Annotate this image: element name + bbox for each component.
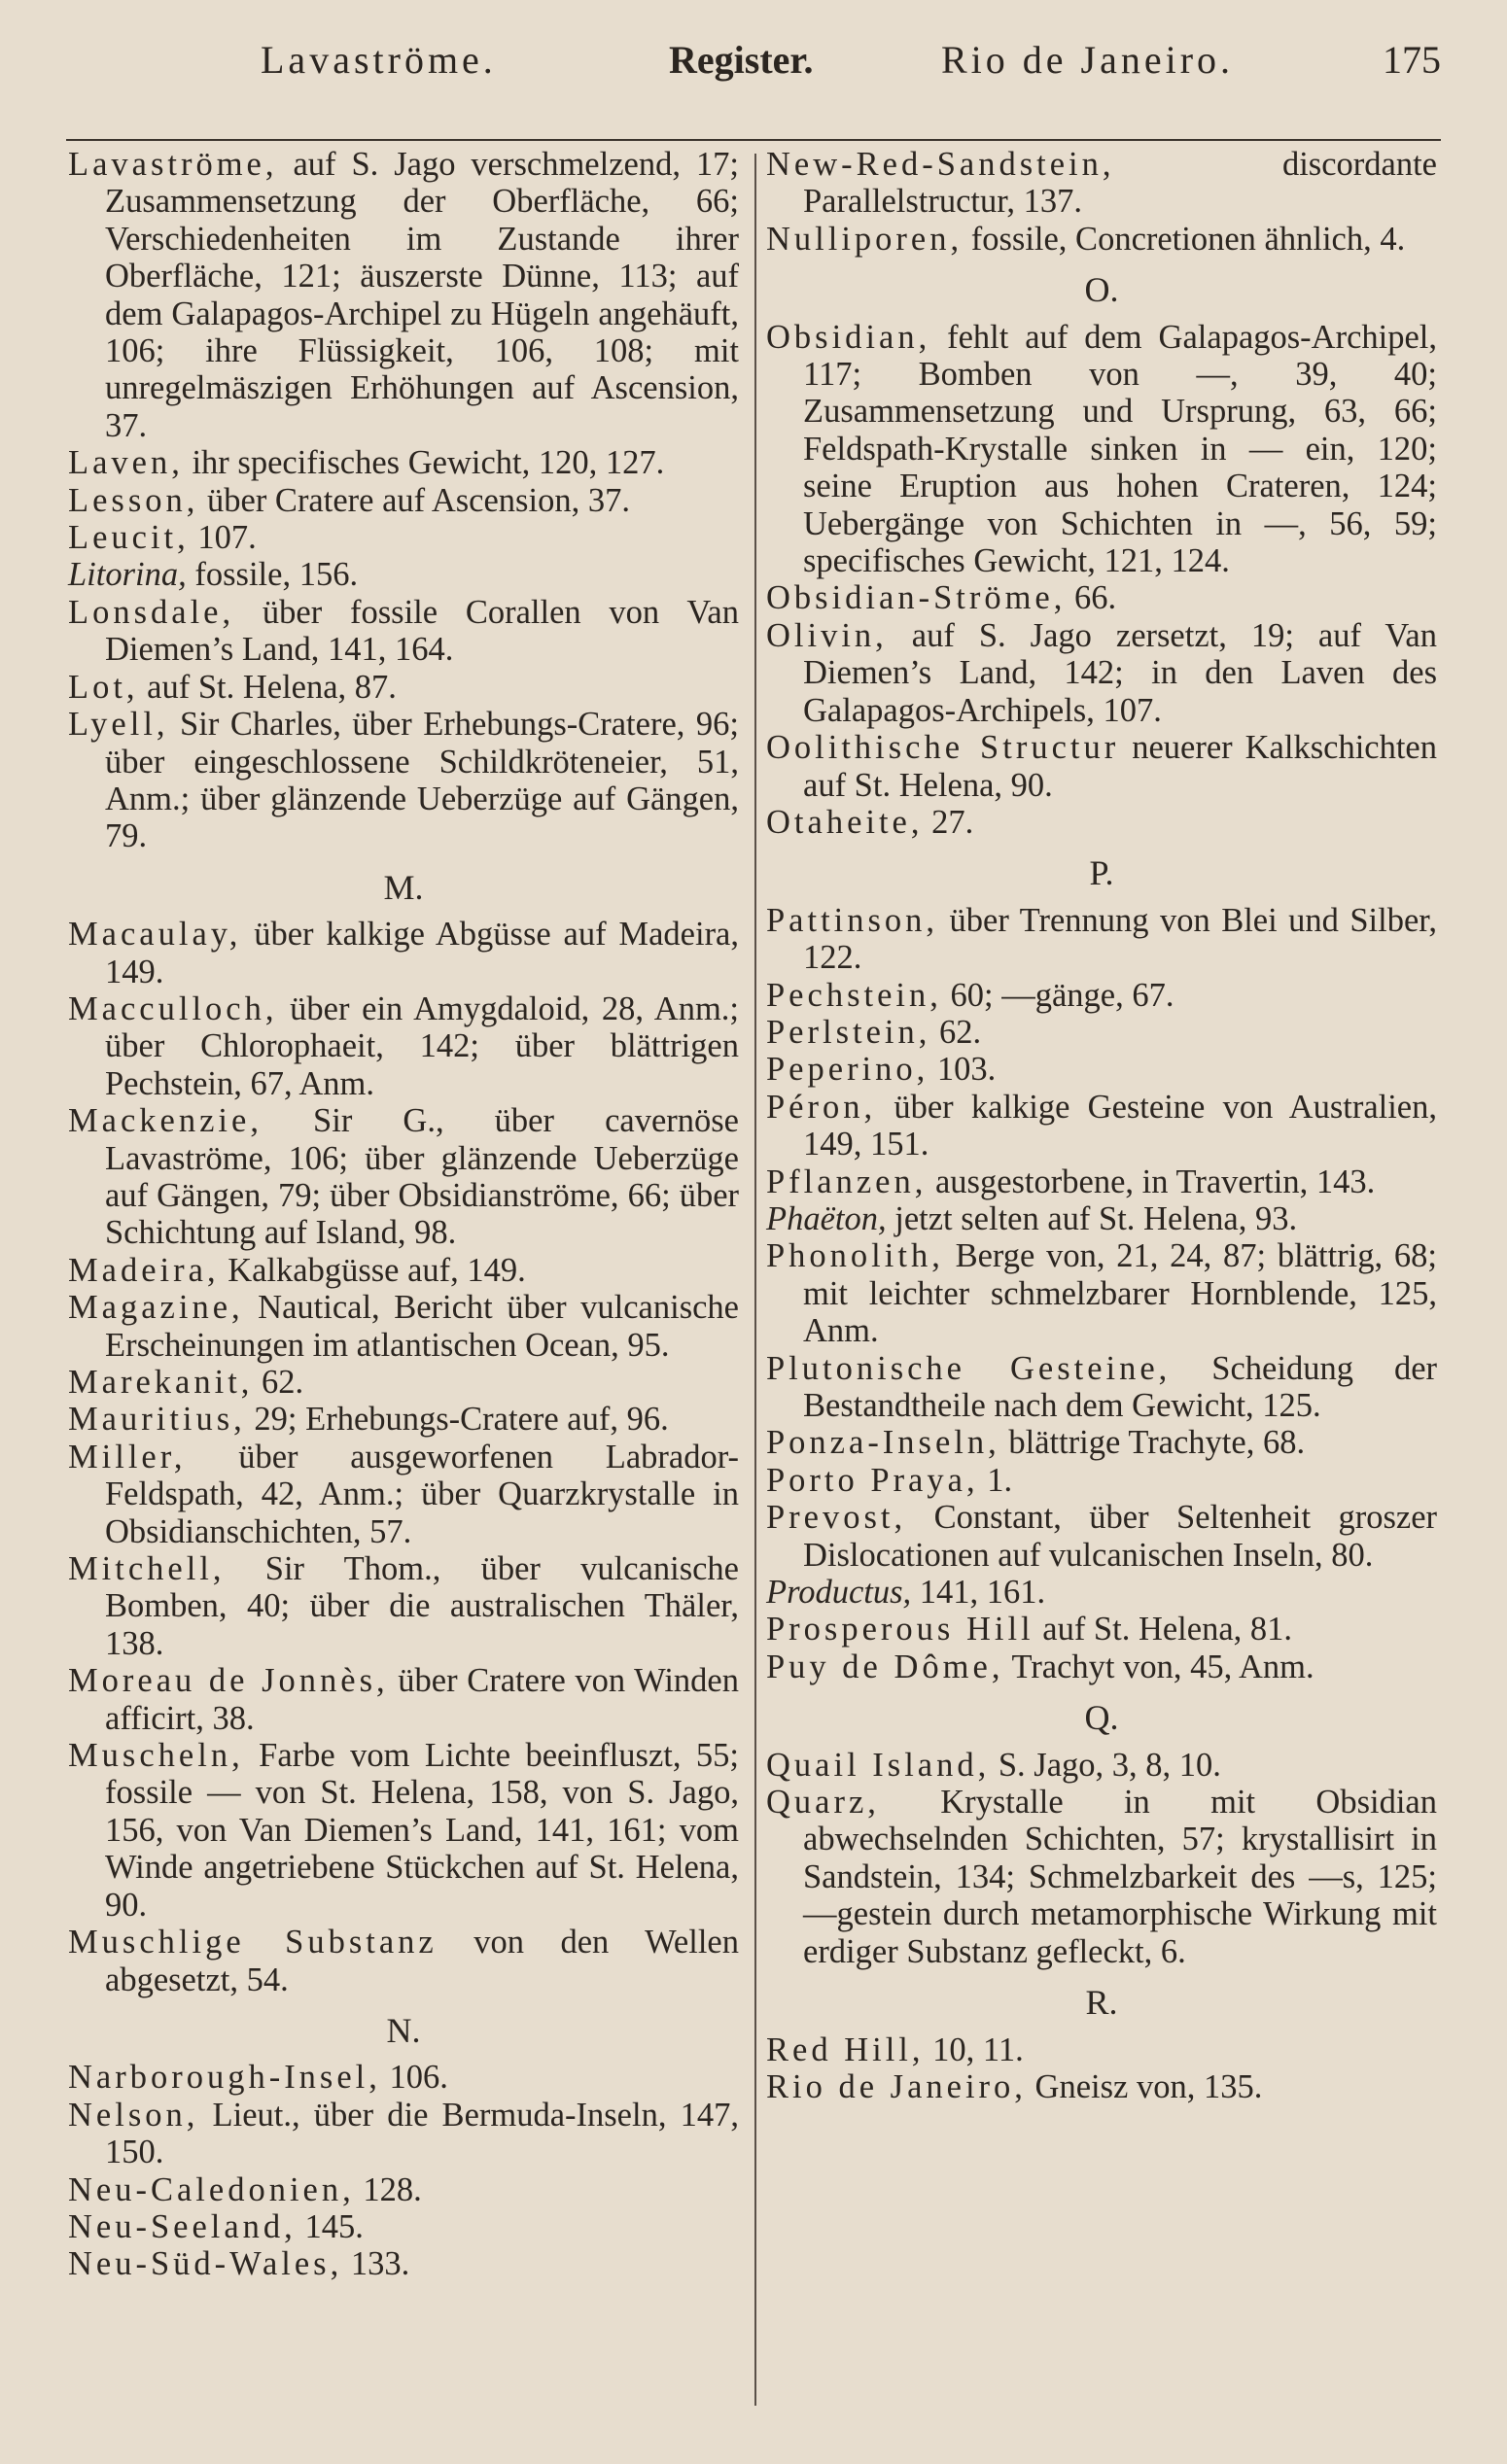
entry-text: Trachyt von, 45, Anm.	[1003, 1648, 1314, 1685]
entry-term: Mauritius,	[68, 1401, 246, 1439]
index-entry	[68, 1924, 739, 1998]
entry-text: über fossile Corallen von Van Diemen’s Land, 141, 164.	[105, 593, 739, 669]
entry-term: Prosperous Hill	[766, 1611, 1034, 1648]
entry-text: 133.	[342, 2245, 410, 2283]
index-entry	[68, 1439, 739, 1550]
index-entry	[766, 1784, 1437, 1970]
right-column	[766, 146, 1437, 2105]
entry-term: Ponza-Inseln,	[766, 1424, 1000, 1462]
index-entry	[766, 1574, 1437, 1611]
entry-term: Macaulay,	[68, 916, 242, 954]
entry-term: Muschlige Substanz	[68, 1924, 438, 1961]
entry-text: 10, 11.	[924, 2030, 1024, 2068]
page-number: 175	[1383, 38, 1441, 82]
entry-text: 29; Erhebungs-Cratere auf, 96.	[245, 1401, 669, 1439]
index-entry	[68, 990, 739, 1102]
entry-text: 145.	[296, 2207, 364, 2245]
index-entry	[68, 1289, 739, 1364]
index-entry	[68, 2097, 739, 2171]
index-entry	[68, 1737, 739, 1924]
index-entry	[766, 1424, 1437, 1461]
entry-term: Red Hill,	[766, 2030, 925, 2068]
index-entry	[68, 444, 739, 481]
index-entry	[68, 1550, 739, 1662]
entry-text: Scheidung der Bestandtheile nach dem Gewicht, 125.	[803, 1349, 1437, 1424]
entry-term: Prevost,	[766, 1499, 907, 1537]
entry-term: Lonsdale,	[68, 593, 235, 631]
entry-text: Kalkabgüsse auf, 149.	[219, 1251, 526, 1289]
entry-text: 62.	[253, 1364, 304, 1401]
section-heading: P.	[1089, 853, 1114, 893]
index-entry	[68, 2171, 739, 2208]
entry-text: Sir G., über cavernöse Lavaströme, 106; über glänzende Ueberzüge auf Gängen, 79; über Obsidianströme, 66; über Schichtung auf Island, 98.	[105, 1102, 739, 1252]
entry-term: Quarz,	[766, 1784, 880, 1822]
entry-text: 1.	[978, 1461, 1013, 1499]
entry-term: Perlstein,	[766, 1013, 931, 1051]
entry-text: Nautical, Bericht über vulcanische Erscheinungen im atlantischen Ocean, 95.	[105, 1289, 739, 1364]
entry-text: von den Wellen abgesetzt, 54.	[105, 1924, 739, 1998]
entry-text: Sir Thom., über vulcanische Bomben, 40; über die australischen Thäler, 138.	[105, 1550, 739, 1662]
entry-text: 128.	[354, 2170, 422, 2208]
entry-text: auf St. Helena, 87.	[138, 668, 397, 706]
entry-term: Pflanzen,	[766, 1163, 928, 1200]
index-entry	[68, 2059, 739, 2096]
entry-term: Mitchell,	[68, 1550, 226, 1588]
entry-text: 141, 161.	[911, 1574, 1046, 1612]
section-heading: N.	[386, 2010, 421, 2050]
entry-text: discordante Parallelstructur, 137.	[803, 146, 1437, 221]
entry-text: jetzt selten auf St. Helena, 93.	[886, 1199, 1298, 1237]
entry-text: neuerer Kalkschichten auf St. Helena, 90.	[803, 729, 1437, 804]
entry-term: Phaëton,	[766, 1199, 887, 1237]
entry-term: Neu-Caledonien,	[68, 2170, 355, 2208]
entry-text: ausgestorbene, in Travertin, 143.	[927, 1163, 1376, 1200]
index-entry	[766, 1350, 1437, 1425]
index-entry	[68, 594, 739, 669]
index-entry	[766, 146, 1437, 221]
index-entry	[68, 1662, 739, 1737]
entry-text: Lieut., über die Bermuda-Inseln, 147, 150.	[105, 2096, 739, 2171]
entry-text: 103.	[929, 1051, 997, 1089]
index-entry	[68, 1252, 739, 1289]
entry-term: Muscheln,	[68, 1737, 244, 1775]
page-header	[66, 37, 1441, 95]
index-entry	[68, 916, 739, 990]
entry-term: Lot,	[68, 668, 139, 706]
index-entry	[766, 1089, 1437, 1163]
entry-term: Miller,	[68, 1438, 187, 1475]
section-heading: O.	[1084, 270, 1119, 310]
entry-term: Lavaströme,	[68, 146, 278, 183]
index-entry	[766, 902, 1437, 977]
index-entry	[766, 977, 1437, 1014]
index-entry	[766, 579, 1437, 616]
index-entry	[68, 2245, 739, 2282]
index-entry	[766, 1200, 1437, 1237]
entry-term: Laven,	[68, 444, 184, 482]
index-entry	[68, 146, 739, 444]
entry-term: Phonolith,	[766, 1237, 944, 1275]
entry-term: Péron,	[766, 1088, 877, 1126]
entry-term: Nelson,	[68, 2096, 199, 2134]
entry-term: Obsidian,	[766, 318, 931, 356]
entry-text: fehlt auf dem Galapagos-Archipel, 117; Bomben von —, 39, 40; Zusammensetzung und Ursprung, 63, 66; Feldspath-Krystalle sinken in — ein, 120; seine Eruption aus hohen Crateren, 124; Uebergänge von Schichten in —, 56, 59; specifisches Gewicht, 121, 124.	[803, 318, 1437, 580]
entry-term: Litorina,	[68, 556, 187, 594]
section-heading: M.	[383, 867, 424, 907]
column-divider	[754, 154, 756, 2406]
entry-text: fossile, 156.	[186, 556, 359, 594]
section-heading: Q.	[1084, 1698, 1119, 1738]
entry-term: Neu-Seeland,	[68, 2207, 297, 2245]
entry-term: Porto Praya,	[766, 1461, 979, 1499]
entry-term: Oolithische Structur	[766, 729, 1120, 767]
index-entry	[766, 221, 1437, 258]
section-heading: R.	[1085, 1983, 1118, 2023]
entry-term: Macculloch,	[68, 989, 278, 1027]
entry-text: auf St. Helena, 81.	[1034, 1611, 1293, 1648]
entry-text: 62.	[930, 1013, 982, 1051]
index-entry	[766, 1051, 1437, 1088]
entry-text: über kalkige Abgüsse auf Madeira, 149.	[105, 916, 739, 990]
entry-text: 27.	[923, 803, 974, 841]
index-entry	[766, 319, 1437, 580]
index-entry	[68, 556, 739, 593]
entry-term: Otaheite,	[766, 803, 924, 841]
entry-term: Neu-Süd-Wales,	[68, 2245, 343, 2283]
entry-text: Krystalle in mit Obsidian abwechselnden Schichten, 57; krystallisirt in Sandstein, 134; Schmelzbarkeit des —s, 125; —gestein durch metamorphische Wirkung mit erdiger Substanz gefleckt, 6.	[803, 1784, 1437, 1970]
header-right-keyword: Rio de Janeiro.	[941, 38, 1235, 82]
index-entry	[766, 1462, 1437, 1499]
entry-text: blättrige Trachyte, 68.	[999, 1424, 1306, 1462]
entry-text: über Trennung von Blei und Silber, 122.	[803, 901, 1437, 977]
entry-term: Narborough-Insel,	[68, 2059, 381, 2097]
entry-term: Lyell,	[68, 706, 169, 744]
entry-text: 60; —gänge, 67.	[941, 976, 1174, 1014]
entry-term: Peperino,	[766, 1051, 929, 1089]
index-entry	[68, 1401, 739, 1438]
entry-text: 106.	[380, 2059, 448, 2097]
entry-term: Lesson,	[68, 481, 199, 519]
entry-text: Sir Charles, über Erhebungs-Cratere, 96; über eingeschlossene Schildkröteneier, 51, Anm.; über glänzende Ueberzüge auf Gängen, 79.	[105, 706, 739, 855]
index-entry	[766, 1648, 1437, 1685]
entry-text: Gneisz von, 135.	[1026, 2067, 1263, 2105]
entry-term: Quail Island,	[766, 1746, 991, 1784]
entry-term: Plutonische Gesteine,	[766, 1349, 1172, 1387]
entry-text: auf S. Jago verschmelzend, 17; Zusammensetzung der Oberfläche, 66; Verschiedenheiten im Zustande ihrer Oberfläche, 121; äuszerste Dünne, 113; auf dem Galapagos-Archipel zu Hügeln angehäuft, 106; ihre Flüssigkeit, 106, 108; mit unregelmäszigen Erhöhungen auf Ascension, 37.	[105, 146, 739, 444]
index-entry	[766, 2031, 1437, 2068]
index-entry	[68, 519, 739, 556]
entry-term: Nulliporen,	[766, 220, 964, 258]
entry-text: auf S. Jago zersetzt, 19; auf Van Diemen’s Land, 142; in den Laven des Galapagos-Archipels, 107.	[803, 616, 1437, 729]
index-entry	[68, 482, 739, 519]
entry-term: Magazine,	[68, 1289, 244, 1327]
entry-text: ihr specifisches Gewicht, 120, 127.	[183, 444, 665, 482]
index-entry	[766, 1237, 1437, 1349]
entry-term: Obsidian-Ströme,	[766, 579, 1067, 617]
index-entry	[766, 1747, 1437, 1784]
left-column	[68, 146, 739, 2283]
entry-text: über Cratere von Winden afficirt, 38.	[105, 1662, 739, 1737]
index-entry	[68, 1364, 739, 1401]
entry-term: Leucit,	[68, 519, 190, 557]
index-entry	[766, 1611, 1437, 1648]
index-entry	[68, 669, 739, 706]
entry-term: Pattinson,	[766, 901, 939, 939]
entry-text: Constant, über Seltenheit groszer Dislocationen auf vulcanischen Inseln, 80.	[803, 1499, 1437, 1574]
entry-text: Berge von, 21, 24, 87; blättrig, 68; mit leichter schmelzbarer Hornblende, 125, Anm.	[803, 1237, 1437, 1350]
header-left-keyword: Lavaströme.	[261, 38, 497, 82]
entry-term: Puy de Dôme,	[766, 1648, 1004, 1685]
index-entry	[766, 804, 1437, 841]
entry-term: Marekanit,	[68, 1364, 254, 1401]
entry-term: Productus,	[766, 1574, 912, 1612]
index-entry	[766, 1499, 1437, 1574]
entry-text: über Cratere auf Ascension, 37.	[198, 481, 630, 519]
index-entry	[68, 706, 739, 855]
index-entry	[68, 1102, 739, 1252]
entry-text: Farbe vom Lichte beeinfluszt, 55; fossile — von St. Helena, 158, von S. Jago, 156, von Van Diemen’s Land, 141, 161; vom Winde angetriebene Stückchen auf St. Helena, 90.	[105, 1737, 739, 1924]
index-entry	[766, 729, 1437, 804]
entry-term: New-Red-Sandstein,	[766, 146, 1115, 183]
entry-text: S. Jago, 3, 8, 10.	[990, 1746, 1221, 1784]
index-entry	[766, 1163, 1437, 1200]
entry-term: Pechstein,	[766, 976, 942, 1014]
entry-text: über ausgeworfenen Labrador-Feldspath, 42, Anm.; über Quarzkrystalle in Obsidianschichten, 57.	[105, 1438, 739, 1550]
index-entry	[766, 1014, 1437, 1051]
index-entry	[766, 2068, 1437, 2105]
index-entry	[766, 617, 1437, 729]
entry-text: 107.	[189, 519, 257, 557]
entry-term: Madeira,	[68, 1251, 220, 1289]
entry-text: über kalkige Gesteine von Australien, 149, 151.	[803, 1088, 1437, 1163]
entry-text: 66.	[1066, 579, 1117, 617]
entry-term: Mackenzie,	[68, 1102, 263, 1140]
entry-text: über ein Amygdaloid, 28, Anm.; über Chlorophaeit, 142; über blättrigen Pechstein, 67, Anm.	[105, 989, 739, 1102]
entry-term: Moreau de Jonnès,	[68, 1662, 389, 1700]
index-entry	[68, 2208, 739, 2245]
header-rule	[66, 139, 1441, 141]
entry-term: Rio de Janeiro,	[766, 2067, 1027, 2105]
entry-term: Olivin,	[766, 616, 888, 654]
header-title: Register.	[669, 38, 814, 82]
entry-text: fossile, Concretionen ähnlich, 4.	[963, 220, 1406, 258]
